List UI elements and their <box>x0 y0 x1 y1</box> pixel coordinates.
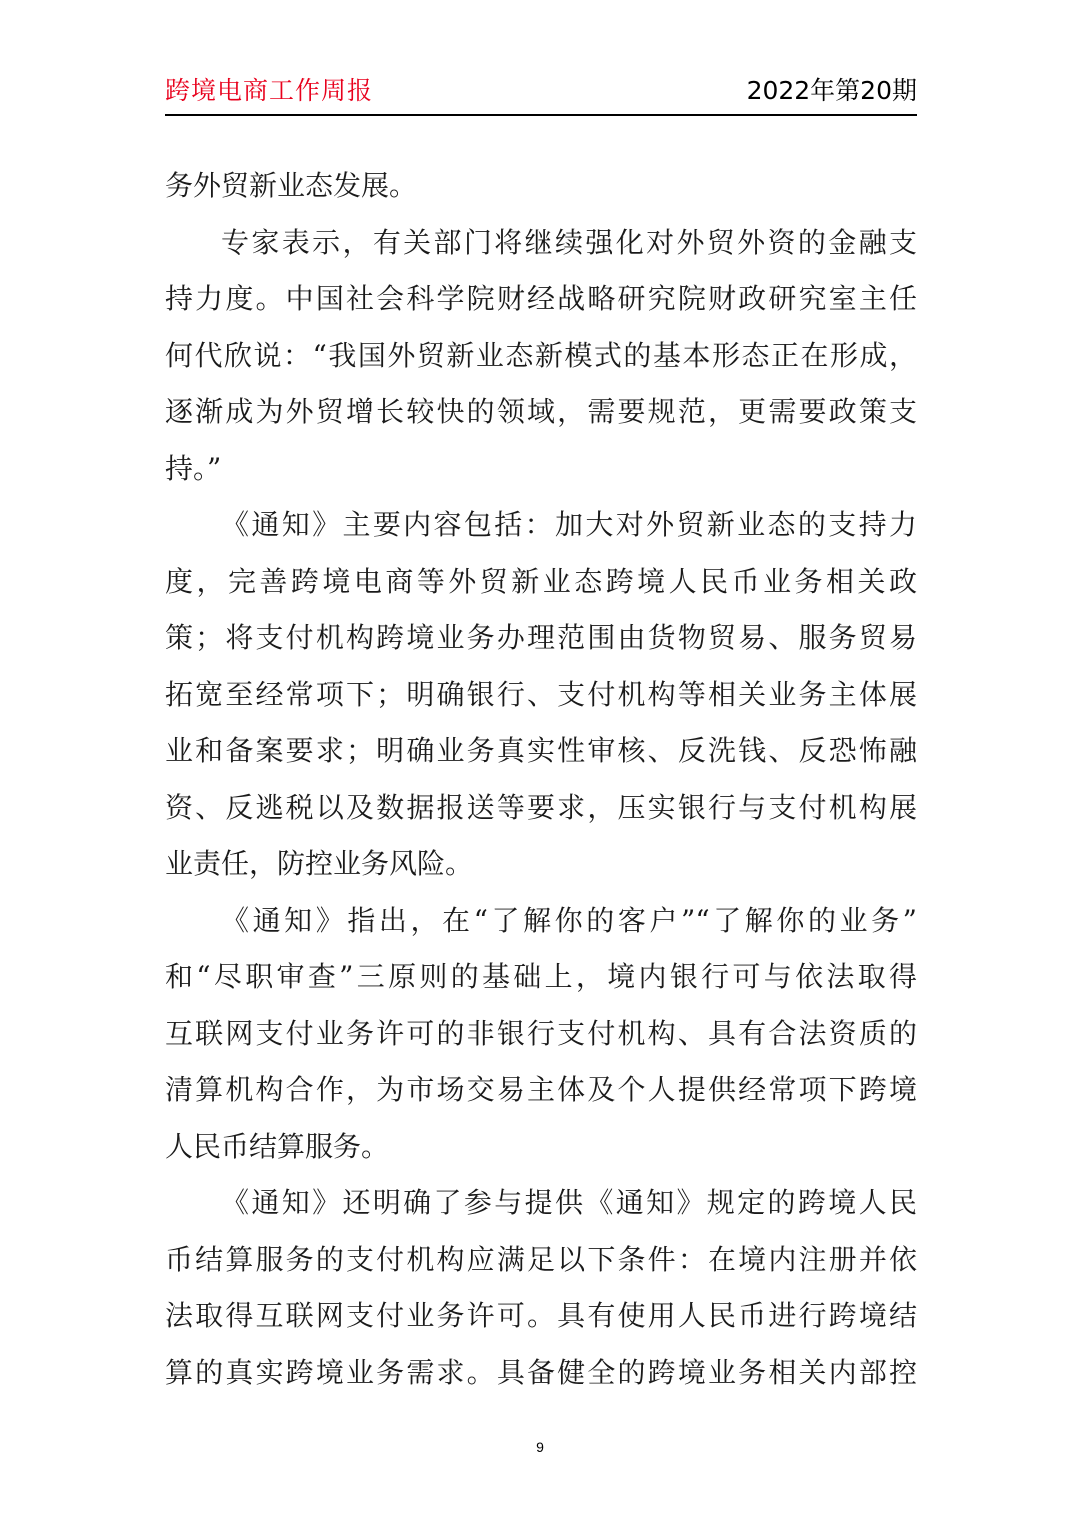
paragraph <box>165 497 917 893</box>
text-line: 法取得互联网支付业务许可。具有使用人民币进行跨境结 <box>165 1299 917 1332</box>
paragraph <box>165 893 917 1176</box>
text-line: 人民币结算服务。 <box>165 1129 390 1163</box>
text-line: 业和备案要求；明确业务真实性审核、反洗钱、反恐怖融 <box>165 734 917 767</box>
paragraph <box>165 1175 917 1401</box>
text-line: 拓宽至经常项下；明确银行、支付机构等相关业务主体展 <box>165 677 917 711</box>
publication-title: 跨境电商工作周报 <box>165 76 374 105</box>
text-line: 度，完善跨境电商等外贸新业态跨境人民币业务相关政 <box>165 564 917 598</box>
article-body <box>165 158 917 1401</box>
text-line: 《通知》还明确了参与提供《通知》规定的跨境人民 <box>221 1186 917 1219</box>
text-line: 务外贸新业态发展。 <box>165 169 418 202</box>
text-line: 算的真实跨境业务需求。具备健全的跨境业务相关内部控 <box>165 1355 917 1389</box>
text-line: 持力度。中国社会科学院财经战略研究院财政研究室主任 <box>165 282 917 315</box>
text-line: 币结算服务的支付机构应满足以下条件：在境内注册并依 <box>165 1242 917 1276</box>
issue-number: 2022年第20期 <box>746 76 917 105</box>
text-line: 清算机构合作，为市场交易主体及个人提供经常项下跨境 <box>165 1073 917 1106</box>
text-line: 资、反逃税以及数据报送等要求，压实银行与支付机构展 <box>165 790 917 824</box>
text-line: 何代欣说：“我国外贸新业态新模式的基本形态正在形成， <box>165 338 917 372</box>
text-line: 业责任，防控业务风险。 <box>165 847 474 880</box>
text-line: 和“尽职审查”三原则的基础上，境内银行可与依法取得 <box>165 960 917 993</box>
text-line: 持。” <box>165 451 222 485</box>
paragraph <box>165 215 917 498</box>
page-header <box>165 72 917 116</box>
text-line: 《通知》指出，在“了解你的客户”“了解你的业务” <box>221 903 917 937</box>
text-line: 策；将支付机构跨境业务办理范围由货物贸易、服务贸易 <box>165 621 917 654</box>
text-line: 《通知》主要内容包括：加大对外贸新业态的支持力 <box>221 508 917 541</box>
paragraph <box>165 158 917 215</box>
text-line: 逐渐成为外贸增长较快的领域，需要规范，更需要政策支 <box>165 395 917 428</box>
text-line: 互联网支付业务许可的非银行支付机构、具有合法资质的 <box>165 1016 917 1050</box>
text-line: 专家表示，有关部门将继续强化对外贸外资的金融支 <box>221 225 917 259</box>
page-number: 9 <box>536 1439 544 1455</box>
